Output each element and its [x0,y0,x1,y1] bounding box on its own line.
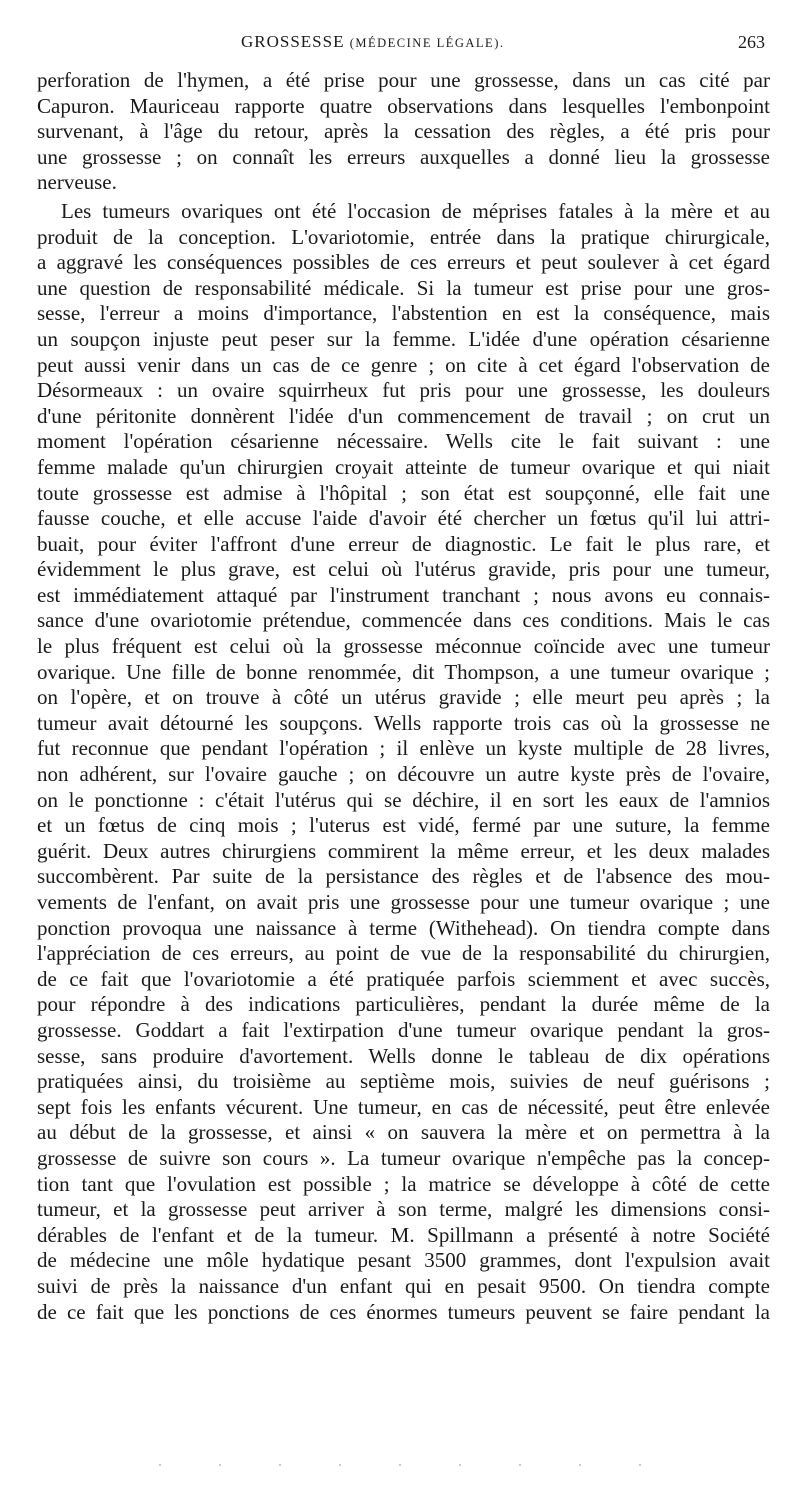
text-line: nerveuse. [37,170,117,195]
text-line: au début de la grossesse, et ainsi « on sauvera la mère et on permettra à la [37,1120,770,1145]
text-line: fut reconnue que pendant l'opération ; il enlève un kyste multiple de 28 livres, [37,736,770,761]
text-line: suivi de près la naissance d'un enfant qui en pesait 9500. On tiendra compte [37,1273,770,1298]
text-line: une question de responsabilité médicale. Si la tumeur est prise pour une gros- [37,275,770,300]
header-title-main: GROSSESSE [241,32,345,51]
text-line: peut aussi venir dans un cas de ce genre ; on cite à cet égard l'observation de [37,352,770,377]
text-line: de médecine une môle hydatique pesant 3500 grammes, dont l'expulsion avait [37,1248,770,1273]
paragraph-1 [37,68,770,196]
text-line: Les tumeurs ovariques ont été l'occasion de méprises fatales à la mère et au [61,198,770,223]
running-header [37,28,770,54]
header-title [241,32,504,52]
text-line: on l'opère, et on trouve à côté un utérus gravide ; elle meurt peu après ; la [37,685,770,710]
text-line: produit de la conception. L'ovariotomie, entrée dans la pratique chirurgicale, [37,224,770,249]
text-line: Capuron. Mauriceau rapporte quatre observations dans lesquelles l'embonpoint [37,93,770,118]
text-line: tion tant que l'ovulation est possible ; la matrice se développe à côté de cette [37,1171,770,1196]
text-line: survenant, à l'âge du retour, après la cessation des règles, a été pris pour [37,119,770,144]
text-line: tumeur, et la grossesse peut arriver à son terme, malgré les dimensions consi- [37,1197,770,1222]
text-line: moment l'opération césarienne nécessaire. Wells cite le fait suivant : une [37,429,770,454]
text-line: d'une péritonite donnèrent l'idée d'un commencement de travail ; on crut un [37,403,770,428]
text-line: non adhérent, sur l'ovaire gauche ; on découvre un autre kyste près de l'ovaire, [37,762,770,787]
text-line: une grossesse ; on connaît les erreurs auxquelles a donné lieu la grossesse [37,144,770,169]
text-line: tumeur avait détourné les soupçons. Wells rapporte trois cas où la grossesse ne [37,710,770,735]
text-line: un soupçon injuste peut peser sur la femme. L'idée d'une opération césarienne [37,326,770,351]
text-line: pratiquées ainsi, du troisième au septième mois, suivies de neuf guérisons ; [37,1069,770,1094]
text-line: guérit. Deux autres chirurgiens commirent la même erreur, et les deux malades [37,838,770,863]
text-line: vements de l'enfant, on avait pris une grossesse pour une tumeur ovarique ; une [37,890,770,914]
text-line: pour répondre à des indications particulières, pendant la durée même de la [37,992,770,1017]
text-line: succombèrent. Par suite de la persistance des règles et de l'absence des mou- [37,864,770,889]
text-line: Désormeaux : un ovaire squirrheux fut pris pour une grossesse, les douleurs [37,378,770,403]
text-line: le plus fréquent est celui où la grossesse méconnue coïncide avec une tumeur [37,634,770,659]
page-number: 263 [738,32,765,52]
text-line: évidemment le plus grave, est celui où l'utérus gravide, pris pour une tumeur, [37,557,770,582]
text-line: buait, pour éviter l'affront d'une erreur de diagnostic. Le fait le plus rare, et [37,531,770,556]
page-footer-specks [130,1462,690,1468]
text-line: perforation de l'hymen, a été prise pour une grossesse, dans un cas cité par [37,68,770,92]
text-line: de ce fait que les ponctions de ces énormes tumeurs peuvent se faire pendant la [37,1299,770,1324]
text-line: grossesse de suivre son cours ». La tumeur ovarique n'empêche pas la concep- [37,1145,770,1170]
text-line: sesse, l'erreur a moins d'importance, l'abstention en est la conséquence, mais [37,301,770,326]
document-page [37,28,770,1325]
text-line: et un fœtus de cinq mois ; l'uterus est vidé, fermé par une suture, la femme [37,813,770,838]
text-line: est immédiatement attaqué par l'instrument tranchant ; nous avons eu connais- [37,582,770,607]
text-line: on le ponctionne : c'était l'utérus qui se déchire, il en sort les eaux de l'amnios [37,787,770,812]
text-line: a aggravé les conséquences possibles de ces erreurs et peut soulever à cet égard [37,250,770,275]
text-line: grossesse. Goddart a fait l'extirpation d'une tumeur ovarique pendant la gros- [37,1017,770,1042]
text-line: ovarique. Une fille de bonne renommée, dit Thompson, a une tumeur ovarique ; [37,659,770,684]
text-line: ponction provoqua une naissance à terme (Withehead). On tiendra compte dans [37,915,770,940]
text-line: sept fois les enfants vécurent. Une tumeur, en cas de nécessité, peut être enlevée [37,1094,770,1119]
text-line: toute grossesse est admise à l'hôpital ; son état est soupçonné, elle fait une [37,480,770,505]
text-line: dérables de l'enfant et de la tumeur. M. Spillmann a présenté à notre Société [37,1222,770,1247]
text-line: femme malade qu'un chirurgien croyait atteinte de tumeur ovarique et qui niait [37,454,770,479]
paragraph-2 [37,199,770,1325]
text-line: sance d'une ovariotomie prétendue, commencée dans ces conditions. Mais le cas [37,608,770,633]
text-line: fausse couche, et elle accuse l'aide d'avoir été chercher un fœtus qu'il lui attri- [37,506,770,531]
text-line: sesse, sans produire d'avortement. Wells donne le tableau de dix opérations [37,1043,770,1068]
header-title-subtitle: (MÉDECINE LÉGALE). [349,36,505,50]
text-line: l'appréciation de ces erreurs, au point de vue de la responsabilité du chirurgien, [37,941,770,966]
text-line: de ce fait que l'ovariotomie a été pratiquée parfois sciemment et avec succès, [37,966,770,991]
